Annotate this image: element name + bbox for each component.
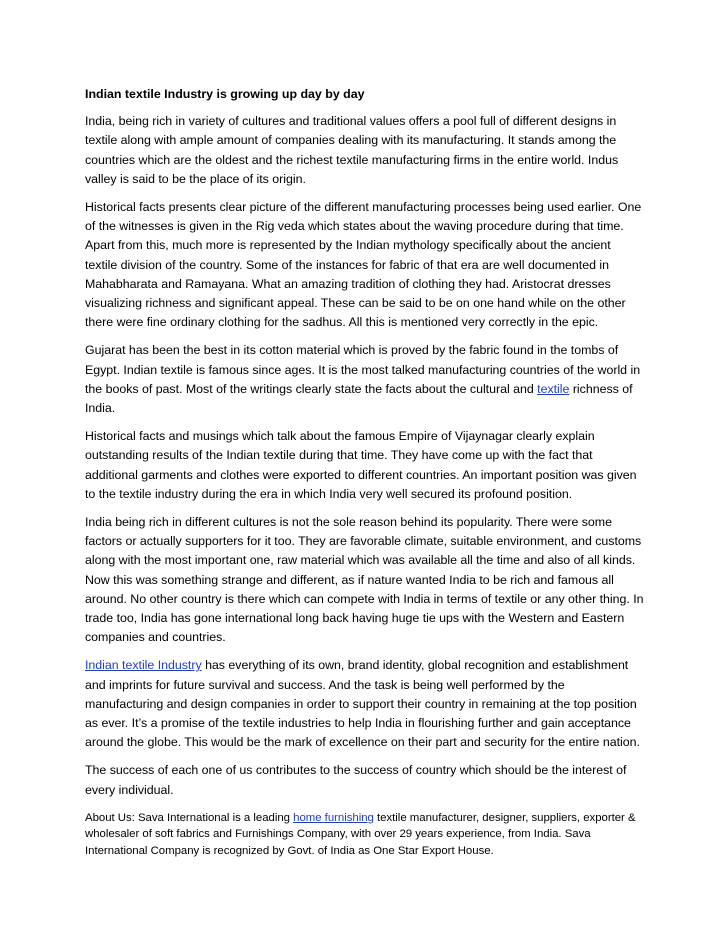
- textile-link[interactable]: textile: [537, 381, 570, 396]
- document-page: [85, 84, 645, 868]
- paragraph-success: The success of each one of us contributes to the success of country which should be the interest of every individual.: [85, 763, 627, 797]
- about-us-text: About Us: Sava International is a leading: [85, 811, 294, 824]
- indian-textile-industry-link[interactable]: Indian textile Industry: [85, 658, 202, 673]
- paragraph-gujarat: [85, 341, 645, 418]
- paragraph-vijaynagar: Historical facts and musings which talk about the famous Empire of Vijaynagar clearly explain outstanding results of the Indian textile during that time. They have come up with the fact that additional garments and clothes were exported to different countries. An important position was given to the textile industry during the era in which India very well secured its profound position.: [85, 428, 637, 501]
- paragraph-history: Historical facts presents clear picture of the different manufacturing processes being used earlier. One of the witnesses is given in the Rig veda which states about the waving procedure during that time. Apart from this, much more is represented by the Indian mythology specifically about the ancient textile division of the country. Some of the instances for fabric of that era are well documented in Mahabharata and Ramayana. What an amazing tradition of clothing they had. Aristocrat dresses visualizing richness and significant appeal. These can be said to be on one hand while on the other there were fine ordinary clothing for the sadhus. All this is mentioned very correctly in the epic.: [85, 199, 642, 330]
- about-us-text-end: textile manufacturer, designer, suppliers, exporter & wholesaler of soft fabrics and Furnishings Company, with over 29 years experience, from India. Sava International Company is recognized by Govt. of India as One Star Export House.: [85, 811, 636, 857]
- about-us-paragraph: [85, 810, 645, 860]
- paragraph-industry-text: has everything of its own, brand identity, global recognition and establishment and imprints for future survival and success. And the task is being well performed by the manufacturing and design companies in order to support their country in remaining at the top position as ever. It’s a promise of the textile industries to help India in flourishing further and gain acceptance around the globe. This would be the mark of excellence on their part and security for the entire nation.: [85, 658, 640, 750]
- paragraph-popularity: India being rich in different cultures is not the sole reason behind its popularity. There were some factors or actually supporters for it too. They are favorable climate, suitable environment, and customs along with the most important one, raw material which was available all the time and also of all kinds. Now this was something strange and different, as if nature wanted India to be rich and famous all around. No other country is there which can compete with India in terms of textile or any other thing. In trade too, India has gone international long back having huge tie ups with the Western and Eastern companies and countries.: [85, 514, 644, 645]
- home-furnishing-link[interactable]: home furnishing: [293, 811, 374, 824]
- paragraph-gujarat-text-end: richness of India.: [85, 381, 633, 416]
- paragraph-industry: [85, 656, 645, 752]
- paragraph-gujarat-text: Gujarat has been the best in its cotton material which is proved by the fabric found in the tombs of Egypt. Indian textile is famous since ages. It is the most talked manufacturing countries of the world in the books of past. Most of the writings clearly state the facts about the cultural and: [85, 343, 641, 396]
- document-title: Indian textile Industry is growing up day by day: [85, 87, 365, 101]
- paragraph-origin: India, being rich in variety of cultures and traditional values offers a pool full of different designs in textile along with ample amount of companies dealing with its manufacturing. It stands among the countries which are the oldest and the richest textile manufacturing firms in the entire world. Indus valley is said to be the place of its origin.: [85, 114, 619, 186]
